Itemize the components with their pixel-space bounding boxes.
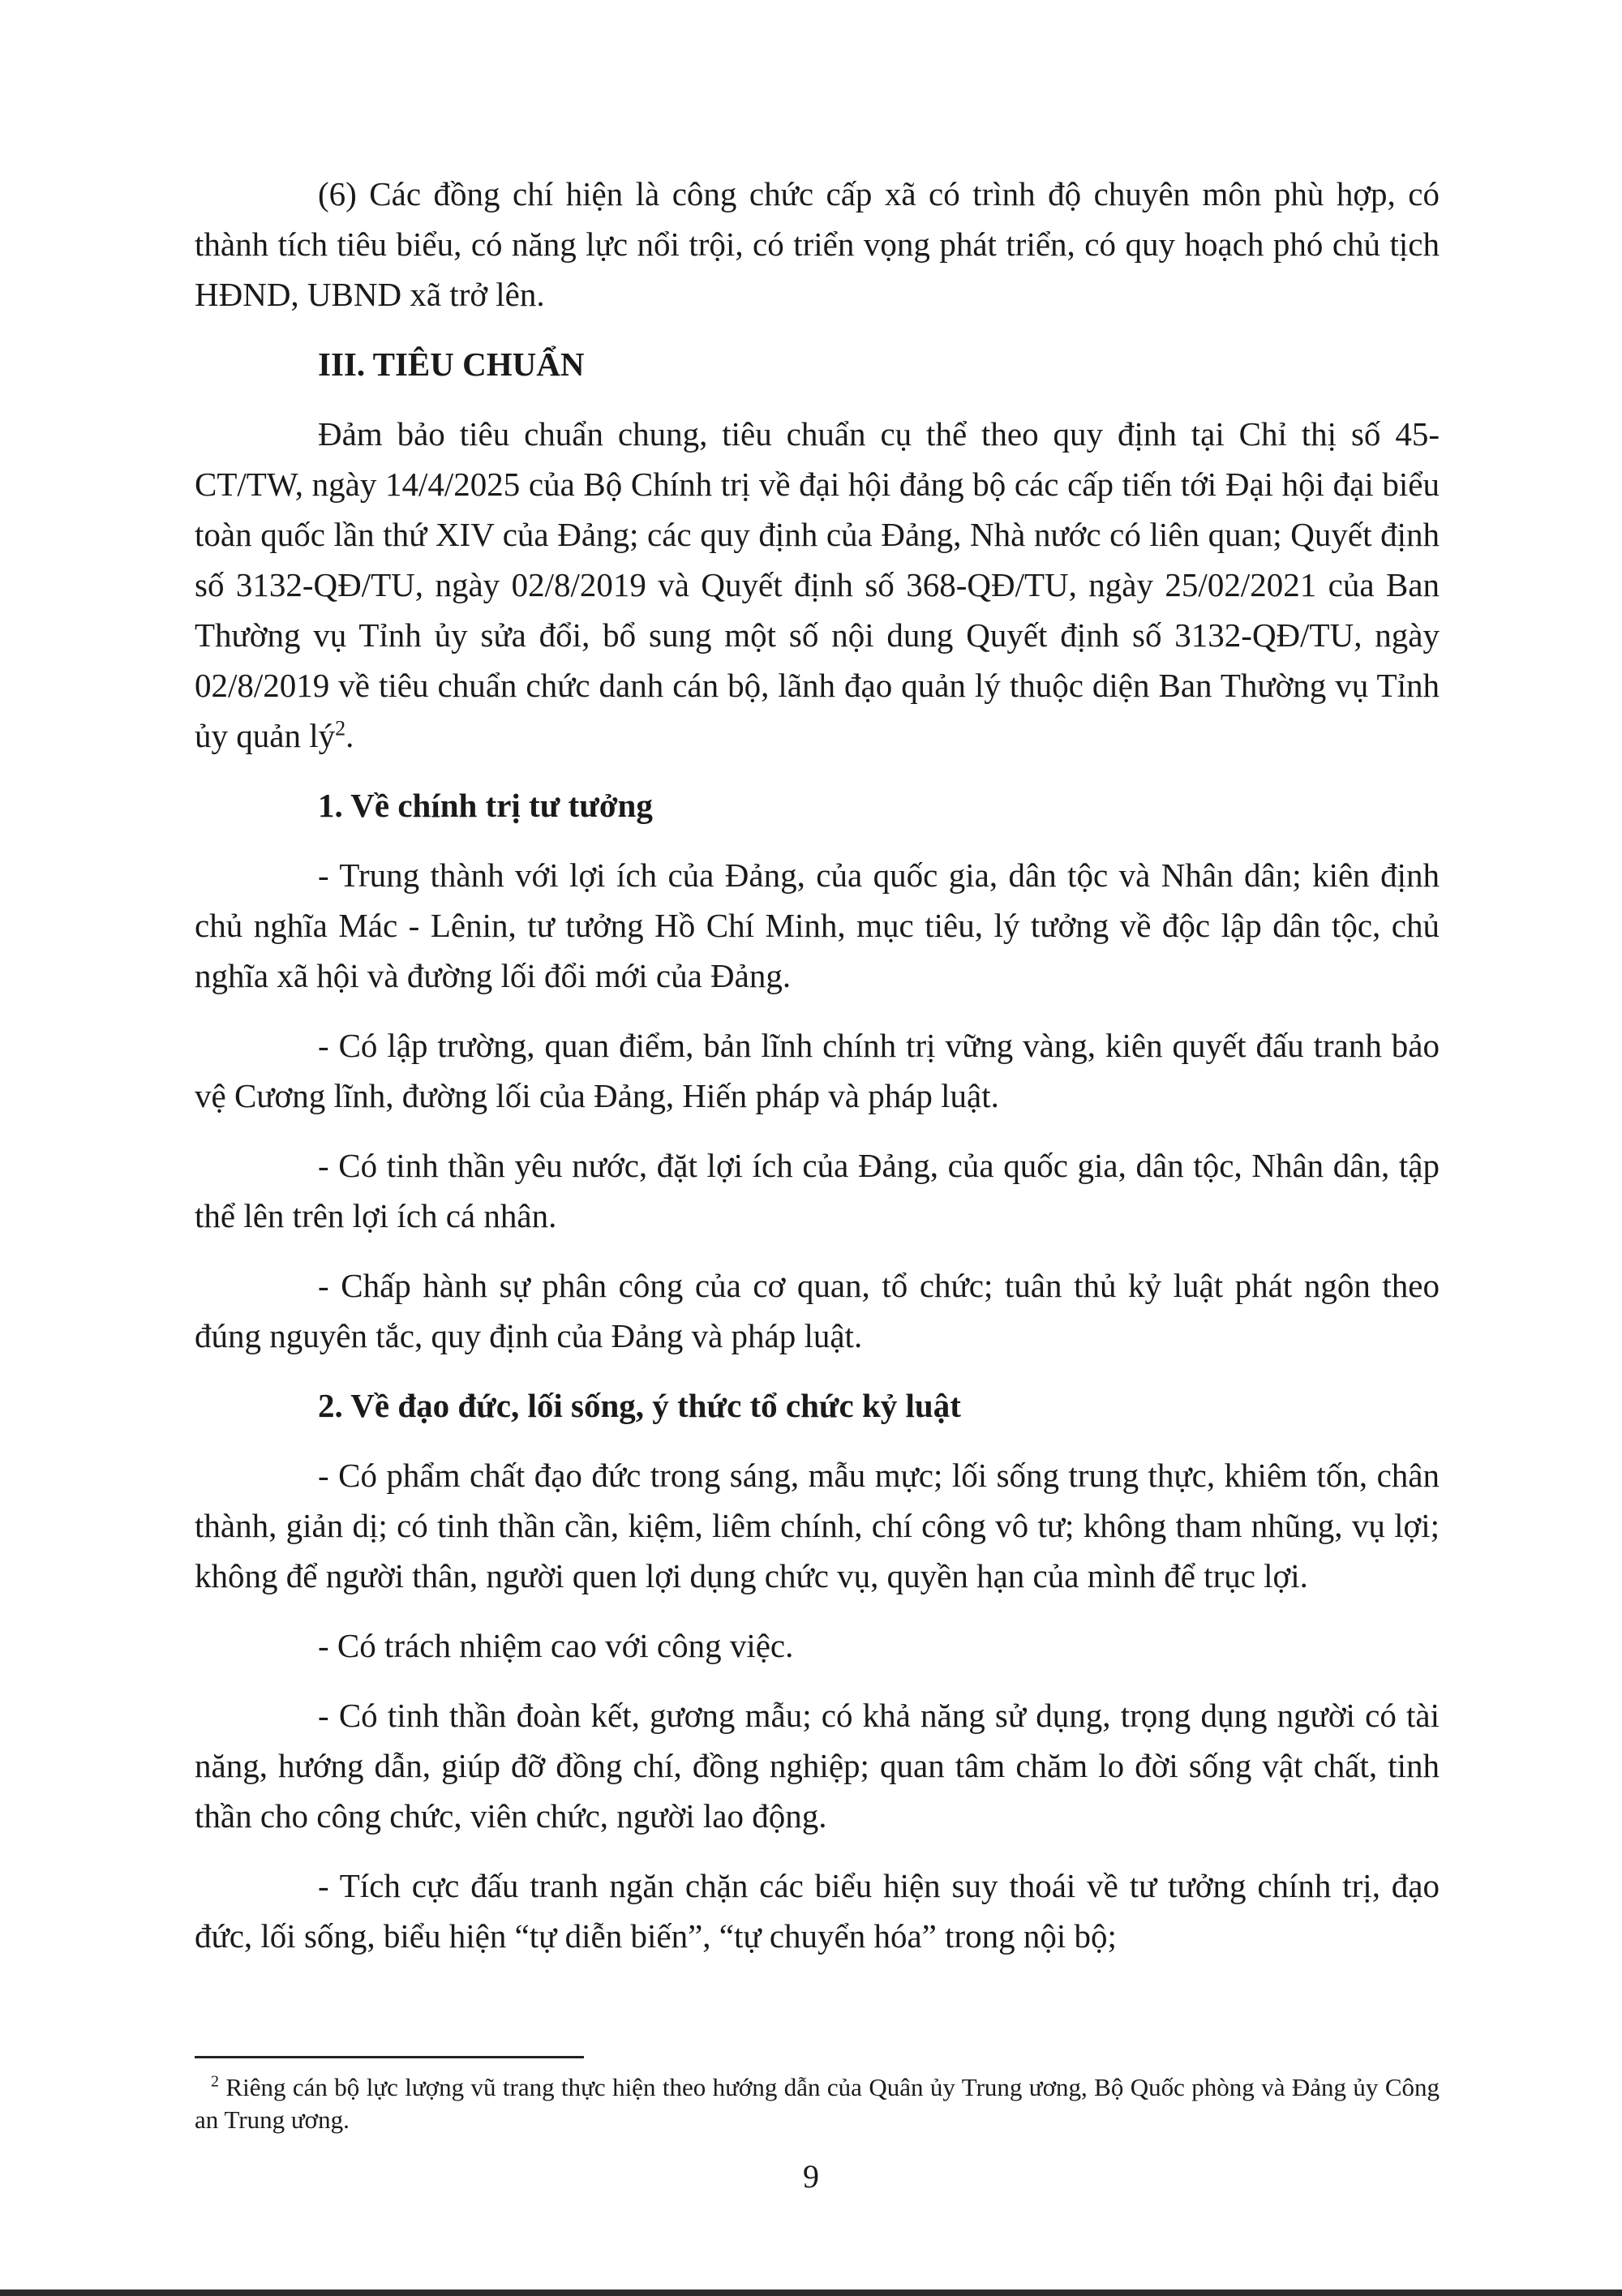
footnote-text: Riêng cán bộ lực lượng vũ trang thực hiện theo hướng dẫn của Quân ủy Trung ương, Bộ Quốc phòng và Đảng ủy Công an Trung ương. [195, 2073, 1440, 2134]
section-2-item: - Tích cực đấu tranh ngăn chặn các biểu hiện suy thoái về tư tưởng chính trị, đạo đức, lối sống, biểu hiện “tự diễn biến”, “tự chuyển hóa” trong nội bộ; [195, 1867, 1440, 1955]
footnote [195, 2071, 1440, 2136]
paragraph-6: (6) Các đồng chí hiện là công chức cấp xã có trình độ chuyên môn phù hợp, có thành tích tiêu biểu, có năng lực nổi trội, có triển vọng phát triển, có quy hoạch phó chủ tịch HĐND, UBND xã trở lên. [195, 175, 1440, 313]
section-iii-intro-text: Đảm bảo tiêu chuẩn chung, tiêu chuẩn cụ thể theo quy định tại Chỉ thị số 45-CT/TW, ngày 14/4/2025 của Bộ Chính trị về đại hội đảng bộ các cấp tiến tới Đại hội đại biểu toàn quốc lần thứ XIV của Đảng; các quy định của Đảng, Nhà nước có liên quan; Quyết định số 3132-QĐ/TU, ngày 02/8/2019 và Quyết định số 368-QĐ/TU, ngày 25/02/2021 của Ban Thường vụ Tỉnh ủy sửa đổi, bổ sung một số nội dung Quyết định số 3132-QĐ/TU, ngày 02/8/2019 về tiêu chuẩn chức danh cán bộ, lãnh đạo quản lý thuộc diện Ban Thường vụ Tỉnh ủy quản lý [195, 415, 1440, 754]
section-1-item: - Chấp hành sự phân công của cơ quan, tổ chức; tuân thủ kỷ luật phát ngôn theo đúng nguyên tắc, quy định của Đảng và pháp luật. [195, 1267, 1440, 1354]
page-number: 9 [803, 2158, 819, 2195]
scan-edge [0, 2290, 1622, 2296]
section-2-item: - Có tinh thần đoàn kết, gương mẫu; có khả năng sử dụng, trọng dụng người có tài năng, hướng dẫn, giúp đỡ đồng chí, đồng nghiệp; quan tâm chăm lo đời sống vật chất, tinh thần cho công chức, viên chức, người lao động. [195, 1697, 1440, 1835]
page-body [195, 169, 1440, 1961]
footnote-divider [195, 2056, 584, 2058]
section-2-item: - Có trách nhiệm cao với công việc. [318, 1627, 794, 1664]
section-1-item: - Có lập trường, quan điểm, bản lĩnh chính trị vững vàng, kiên quyết đấu tranh bảo vệ Cương lĩnh, đường lối của Đảng, Hiến pháp và pháp luật. [195, 1027, 1440, 1114]
section-2-item: - Có phẩm chất đạo đức trong sáng, mẫu mực; lối sống trung thực, khiêm tốn, chân thành, giản dị; có tinh thần cần, kiệm, liêm chính, chí công vô tư; không tham nhũng, vụ lợi; không để người thân, người quen lợi dụng chức vụ, quyền hạn của mình để trục lợi. [195, 1457, 1440, 1594]
section-1-item: - Có tinh thần yêu nước, đặt lợi ích của Đảng, của quốc gia, dân tộc, Nhân dân, tập thể lên trên lợi ích cá nhân. [195, 1147, 1440, 1234]
section-1-heading: 1. Về chính trị tư tưởng [318, 787, 653, 824]
section-1-item: - Trung thành với lợi ích của Đảng, của quốc gia, dân tộc và Nhân dân; kiên định chủ nghĩa Mác - Lênin, tư tưởng Hồ Chí Minh, mục tiêu, lý tưởng về độc lập dân tộc, chủ nghĩa xã hội và đường lối đổi mới của Đảng. [195, 856, 1440, 994]
section-2-heading: 2. Về đạo đức, lối sống, ý thức tổ chức kỷ luật [318, 1387, 961, 1424]
section-iii-heading: III. TIÊU CHUẨN [318, 345, 585, 383]
section-iii-intro [195, 409, 1440, 761]
footnote-number: 2 [211, 2072, 219, 2091]
section-iii-intro-end: . [345, 717, 354, 754]
footnote-reference: 2 [335, 716, 346, 740]
